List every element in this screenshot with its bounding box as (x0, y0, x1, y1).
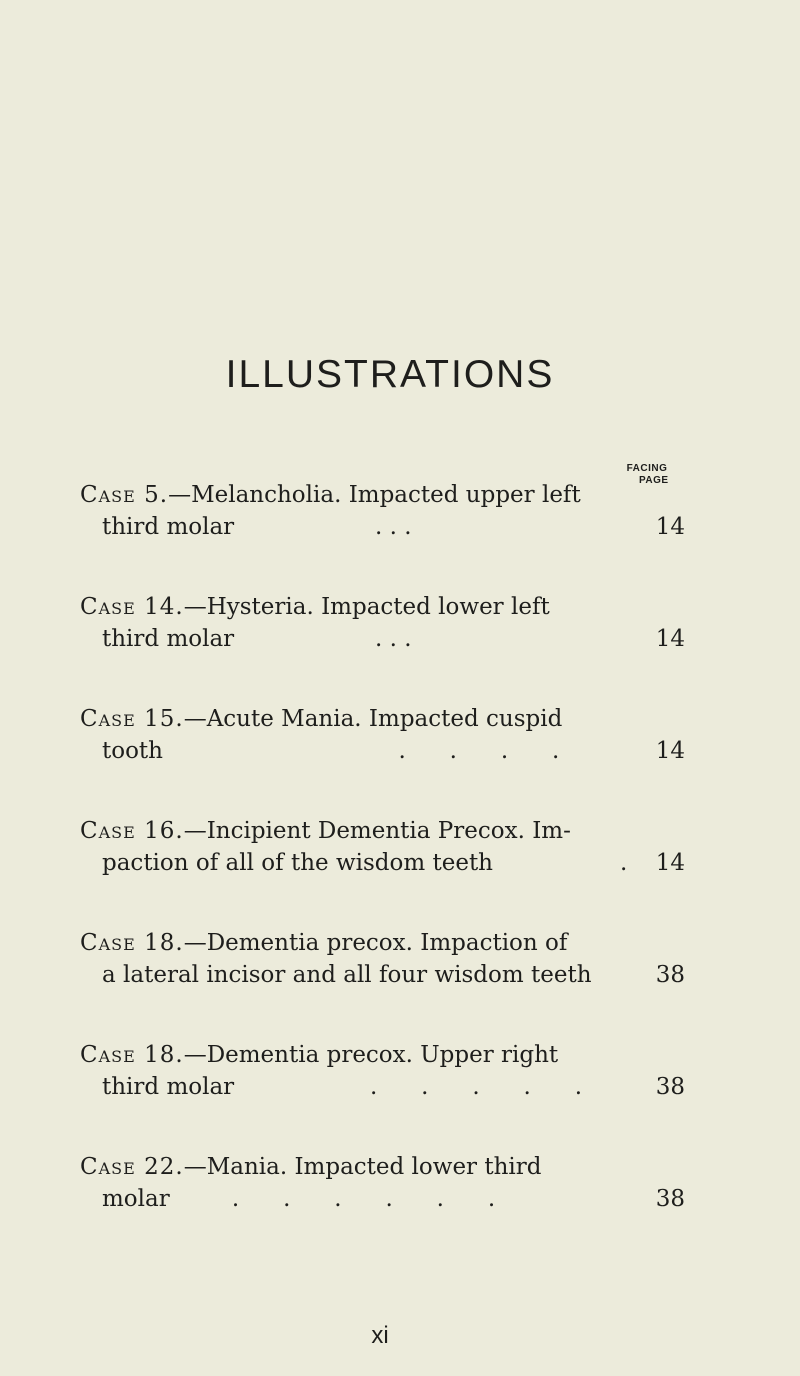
entry-continuation: tooth (102, 738, 163, 764)
entry-description: —Dementia precox. Upper right (183, 1042, 559, 1068)
entry-description: —Melancholia. Impacted upper left (168, 482, 581, 508)
entry-continuation-line (80, 1183, 685, 1215)
case-label: Case 15. (80, 706, 184, 732)
entry-continuation-line (80, 1071, 685, 1103)
page-number: 14 (655, 514, 685, 540)
entry-title-line (80, 703, 685, 735)
entry-description: —Dementia precox. Impaction of (183, 930, 568, 956)
illustration-entry (80, 591, 685, 655)
page-title: ILLUSTRATIONS (225, 353, 555, 396)
illustration-entry (80, 815, 685, 879)
entry-continuation: a lateral incisor and all four wisdom teeth (102, 962, 592, 988)
entry-continuation: third molar (102, 626, 235, 652)
entry-continuation-line (80, 623, 685, 655)
case-label: Case 22. (80, 1154, 184, 1180)
illustration-entry (80, 927, 685, 991)
illustration-entry (80, 1039, 685, 1103)
entry-continuation: molar (102, 1186, 170, 1212)
leader-dots: . . . . . (370, 1074, 583, 1100)
entry-continuation: third molar (102, 1074, 235, 1100)
page-number: 38 (655, 1186, 685, 1212)
entry-title-line (80, 1151, 685, 1183)
case-label: Case 16. (80, 818, 184, 844)
entry-title-line (80, 927, 685, 959)
entry-continuation-line (80, 847, 685, 879)
column-heading-line2: PAGE (639, 475, 669, 486)
leader-dots: . . . . . . (210, 1186, 496, 1212)
leader-dots: . . . (375, 514, 412, 540)
leader-dot: . (620, 850, 628, 876)
case-label: Case 14. (80, 594, 184, 620)
page-number: 14 (655, 850, 685, 876)
entry-continuation-line (80, 959, 685, 991)
column-heading-line1: FACING (626, 463, 668, 474)
illustration-entry (80, 703, 685, 767)
case-label: Case 18. (80, 1042, 184, 1068)
entry-title-line (80, 1039, 685, 1071)
page-number: 38 (655, 962, 685, 988)
entry-title-line (80, 815, 685, 847)
entry-continuation: third molar (102, 514, 235, 540)
illustration-entry (80, 479, 685, 543)
page-number: 14 (655, 626, 685, 652)
entry-continuation-line (80, 735, 685, 767)
page-number: 14 (655, 738, 685, 764)
leader-dots: . . . (375, 626, 412, 652)
case-label: Case 18. (80, 930, 184, 956)
entry-title-line (80, 479, 685, 511)
entry-continuation: paction of all of the wisdom teeth (102, 850, 493, 876)
entry-continuation-line (80, 511, 685, 543)
illustration-entry (80, 1151, 685, 1215)
entry-description: —Hysteria. Impacted lower left (183, 594, 550, 620)
entry-title-line (80, 591, 685, 623)
case-label: Case 5. (80, 482, 169, 508)
page-folio: xi (371, 1322, 389, 1349)
leader-dots: . . . . (340, 738, 560, 764)
entry-description: —Mania. Impacted lower third (183, 1154, 542, 1180)
page-number: 38 (655, 1074, 685, 1100)
entry-description: —Incipient Dementia Precox. Im- (183, 818, 571, 844)
entry-description: —Acute Mania. Impacted cuspid (183, 706, 563, 732)
